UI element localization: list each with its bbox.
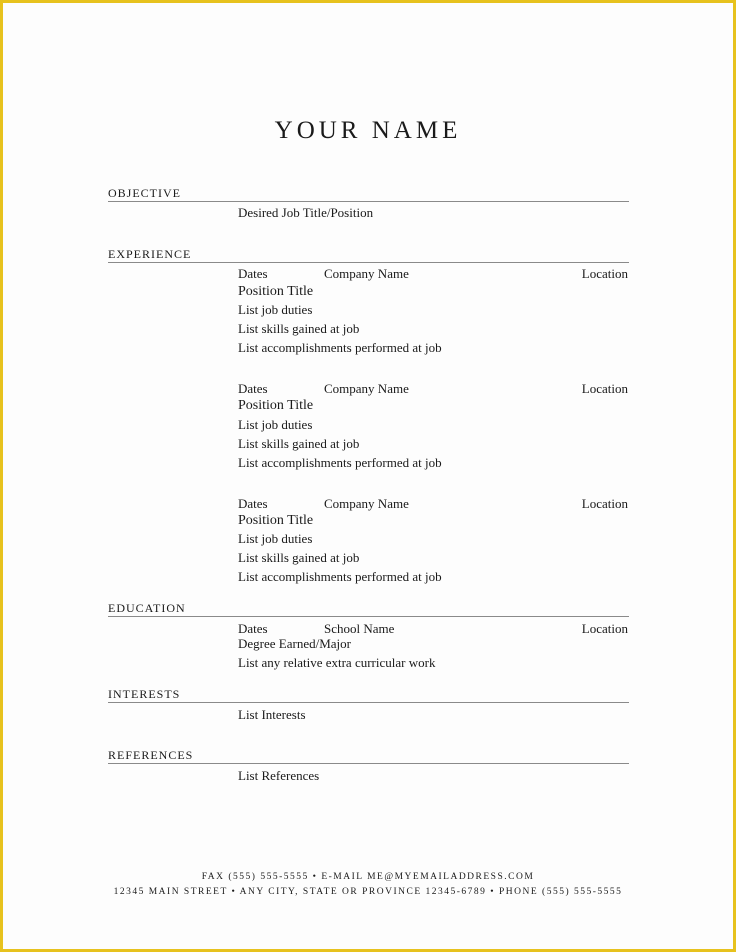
job-skills: List skills gained at job — [238, 436, 360, 451]
job-skills: List skills gained at job — [238, 321, 360, 336]
resume-name: YOUR NAME — [274, 117, 462, 144]
education-heading: EDUCATION — [108, 601, 186, 615]
job-accomplishments: List accomplishments performed at job — [238, 569, 442, 584]
job-position: Position Title — [238, 284, 314, 299]
job-skills: List skills gained at job — [238, 550, 360, 565]
education-extra: List any relative extra curricular work — [238, 655, 436, 670]
job-dates: Dates — [238, 266, 268, 281]
references-text: List References — [238, 768, 320, 783]
footer-contact-line: FAX (555) 555-5555 • E-MAIL ME@MYEMAILADDRESS.COM — [201, 872, 535, 882]
references-heading: REFERENCES — [108, 748, 194, 762]
experience-rule — [108, 262, 629, 263]
interests-heading: INTERESTS — [108, 687, 181, 701]
education-dates: Dates — [238, 621, 268, 636]
job-location: Location — [581, 266, 628, 281]
job-duties: List job duties — [238, 417, 313, 432]
job-location: Location — [581, 496, 628, 511]
education-school: School Name — [324, 621, 395, 636]
job-accomplishments: List accomplishments performed at job — [238, 455, 442, 470]
job-duties: List job duties — [238, 531, 313, 546]
resume-page — [3, 3, 733, 949]
objective-text: Desired Job Title/Position — [238, 205, 374, 220]
objective-heading: OBJECTIVE — [108, 186, 181, 200]
job-company: Company Name — [324, 496, 409, 511]
footer-address-line: 12345 MAIN STREET • ANY CITY, STATE OR PROVINCE 12345-6789 • PHONE (555) 555-5555 — [113, 887, 623, 897]
job-company: Company Name — [324, 266, 409, 281]
education-degree: Degree Earned/Major — [238, 636, 351, 651]
job-dates: Dates — [238, 496, 268, 511]
objective-rule — [108, 201, 629, 202]
interests-text: List Interests — [238, 707, 306, 722]
experience-heading: EXPERIENCE — [108, 247, 192, 261]
job-position: Position Title — [238, 398, 314, 413]
job-dates: Dates — [238, 381, 268, 396]
job-duties: List job duties — [238, 302, 313, 317]
education-location: Location — [581, 621, 628, 636]
job-accomplishments: List accomplishments performed at job — [238, 340, 442, 355]
references-rule — [108, 763, 629, 764]
job-position: Position Title — [238, 513, 314, 528]
interests-rule — [108, 702, 629, 703]
education-rule — [108, 616, 629, 617]
job-company: Company Name — [324, 381, 409, 396]
job-location: Location — [581, 381, 628, 396]
